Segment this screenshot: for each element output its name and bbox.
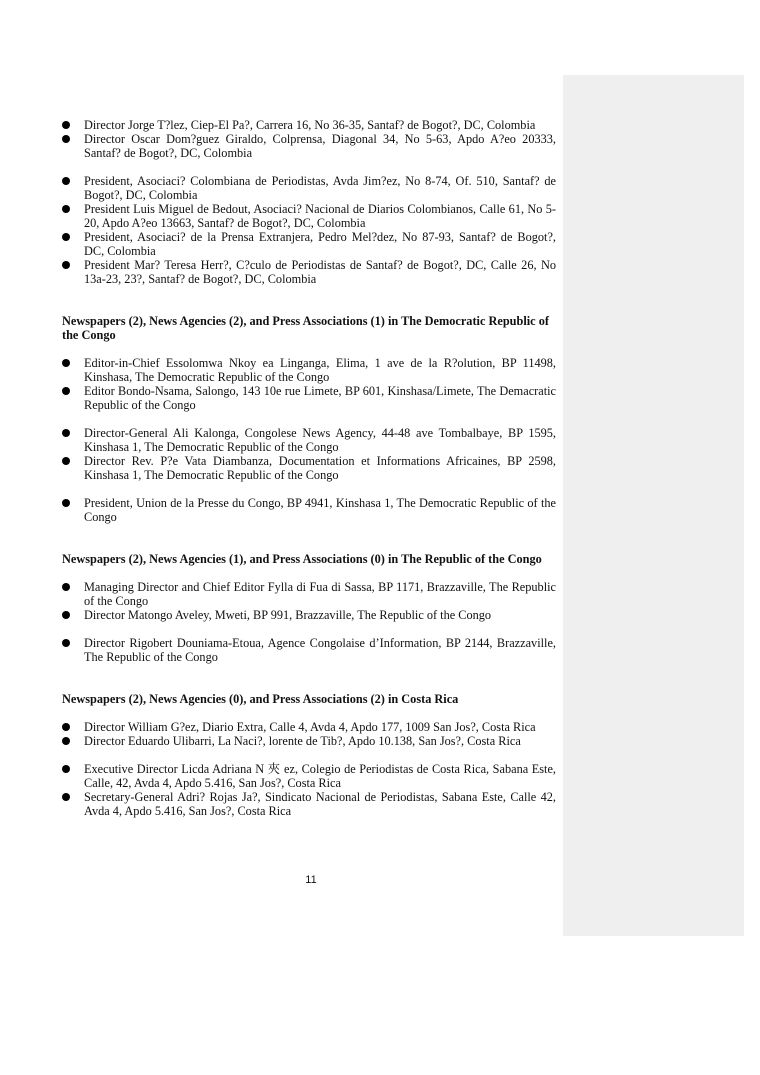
list-item: [62, 118, 556, 132]
list-item-text: Director Jorge T?lez, Ciep-El Pa?, Carrera 16, No 36-35, Santaf? de Bogot?, DC, Colombia: [84, 118, 536, 132]
list-item: [62, 202, 556, 230]
bullet-icon: [62, 429, 70, 437]
list-item: [62, 608, 556, 622]
bullet-icon: [62, 723, 70, 731]
bullet-icon: [62, 793, 70, 801]
bullet-icon: [62, 639, 70, 647]
bullet-icon: [62, 205, 70, 213]
document-body: [62, 118, 556, 818]
bullet-icon: [62, 387, 70, 395]
list-item-text: Editor Bondo-Nsama, Salongo, 143 10e rue Limete, BP 601, Kinshasa/Limete, The Demacratic Republic of the Congo: [84, 384, 556, 412]
list-item: [62, 356, 556, 384]
list-item-text: Director Rev. P?e Vata Diambanza, Documentation et Informations Africaines, BP 2598, Kinshasa 1, The Democratic Republic of the Congo: [84, 454, 556, 482]
list-item: [62, 580, 556, 608]
list-item-text: President, Asociaci? de la Prensa Extranjera, Pedro Mel?dez, No 87-93, Santaf? de Bogot?, DC, Colombia: [84, 230, 556, 258]
bullet-icon: [62, 177, 70, 185]
bullet-icon: [62, 611, 70, 619]
bullet-icon: [62, 359, 70, 367]
list-item: [62, 258, 556, 286]
comment-pane: [563, 75, 744, 936]
bullet-icon: [62, 499, 70, 507]
list-item-text: Managing Director and Chief Editor Fylla di Fua di Sassa, BP 1171, Brazzaville, The Republic of the Congo: [84, 580, 556, 608]
list-item: [62, 132, 556, 160]
bullet-icon: [62, 765, 70, 773]
section-heading: Newspapers (2), News Agencies (2), and Press Associations (1) in The Democratic Republic of the Congo: [62, 314, 549, 342]
list-item-text: Executive Director Licda Adriana N 夾 ez, Colegio de Periodistas de Costa Rica, Sabana Este, Calle, 42, Avda 4, Apdo 5.416, San Jos?, Costa Rica: [84, 762, 556, 790]
bullet-icon: [62, 121, 70, 129]
list-item-text: Director William G?ez, Diario Extra, Calle 4, Avda 4, Apdo 177, 1009 San Jos?, Costa Rica: [84, 720, 536, 734]
list-item-text: President Luis Miguel de Bedout, Asociaci? Nacional de Diarios Colombianos, Calle 61, No 5-20, Apdo A?eo 13663, Santaf? de Bogot?, DC, Colombia: [84, 202, 556, 230]
bullet-icon: [62, 457, 70, 465]
list-item: [62, 496, 556, 524]
list-item: [62, 636, 556, 664]
page-number: 11: [305, 874, 317, 886]
list-item: [62, 454, 556, 482]
list-item-text: Director Oscar Dom?guez Giraldo, Colprensa, Diagonal 34, No 5-63, Apdo A?eo 20333, Santaf? de Bogot?, DC, Colombia: [84, 132, 556, 160]
bullet-icon: [62, 583, 70, 591]
list-item-text: Director-General Ali Kalonga, Congolese News Agency, 44-48 ave Tombalbaye, BP 1595, Kinshasa 1, The Democratic Republic of the Congo: [84, 426, 556, 454]
list-item-text: Director Rigobert Douniama-Etoua, Agence Congolaise d’Information, BP 2144, Brazzaville, The Republic of the Congo: [84, 636, 556, 664]
bullet-icon: [62, 135, 70, 143]
list-item-text: Director Eduardo Ulibarri, La Naci?, lorente de Tib?, Apdo 10.138, San Jos?, Costa Rica: [84, 734, 521, 748]
list-item: [62, 426, 556, 454]
list-item-text: President, Union de la Presse du Congo, BP 4941, Kinshasa 1, The Democratic Republic of the Congo: [84, 496, 556, 524]
list-item-text: Editor-in-Chief Essolomwa Nkoy ea Linganga, Elima, 1 ave de la R?olution, BP 11498, Kinshasa, The Democratic Republic of the Congo: [84, 356, 556, 384]
section-heading: Newspapers (2), News Agencies (0), and Press Associations (2) in Costa Rica: [62, 692, 459, 706]
bullet-icon: [62, 261, 70, 269]
list-item: [62, 720, 556, 734]
list-item-text: President, Asociaci? Colombiana de Periodistas, Avda Jim?ez, No 8-74, Of. 510, Santaf? de Bogot?, DC, Colombia: [84, 174, 556, 202]
list-item: [62, 174, 556, 202]
section-heading: Newspapers (2), News Agencies (1), and Press Associations (0) in The Republic of the Congo: [62, 552, 542, 566]
list-item-text: President Mar? Teresa Herr?, C?culo de Periodistas de Santaf? de Bogot?, DC, Calle 26, No 13a-23, 23?, Santaf? de Bogot?, DC, Colombia: [84, 258, 556, 286]
list-item: [62, 230, 556, 258]
list-item-text: Secretary-General Adri? Rojas Ja?, Sindicato Nacional de Periodistas, Sabana Este, Calle 42, Avda 4, Apdo 5.416, San Jos?, Costa Rica: [84, 790, 556, 818]
bullet-icon: [62, 233, 70, 241]
list-item: [62, 762, 556, 790]
list-item-text: Director Matongo Aveley, Mweti, BP 991, Brazzaville, The Republic of the Congo: [84, 608, 492, 622]
bullet-icon: [62, 737, 70, 745]
list-item: [62, 384, 556, 412]
list-item: [62, 790, 556, 818]
list-item: [62, 734, 556, 748]
